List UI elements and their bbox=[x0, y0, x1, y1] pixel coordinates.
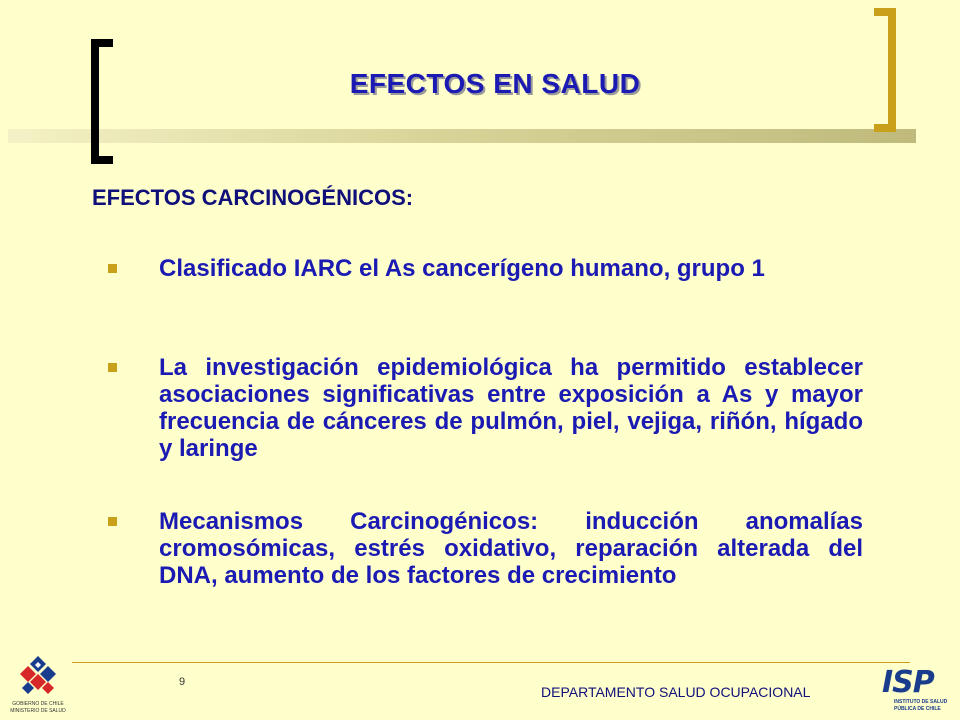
slide-subtitle: EFECTOS CARCINOGÉNICOS: bbox=[92, 185, 414, 210]
gobierno-logo-line2: MINISTERIO DE SALUD bbox=[10, 708, 66, 714]
gobierno-logo-mark-icon bbox=[8, 654, 68, 698]
square-bullet-icon bbox=[108, 517, 117, 526]
bullet-text: Mecanismos Carcinogénicos: inducción anomalías cromosómicas, estrés oxidativo, reparación alterada del DNA, aumento de los factores de crecimiento bbox=[159, 508, 863, 589]
bullet-item-epidemiology bbox=[159, 354, 863, 462]
left-bracket-decoration bbox=[91, 39, 113, 164]
isp-logo-mark: ISP bbox=[882, 665, 934, 700]
bullet-text: Clasificado IARC el As cancerígeno humano, grupo 1 bbox=[159, 255, 765, 282]
gobierno-de-chile-logo bbox=[8, 654, 68, 718]
square-bullet-icon bbox=[108, 363, 117, 372]
bullet-text: La investigación epidemiológica ha permitido establecer asociaciones significativas entre exposición a As y mayor frecuencia de cánceres de pulmón, piel, vejiga, riñón, hígado y laringe bbox=[159, 354, 863, 462]
footer-department: DEPARTAMENTO SALUD OCUPACIONAL bbox=[541, 684, 811, 700]
bullet-item-mechanisms bbox=[159, 508, 863, 589]
square-bullet-icon bbox=[108, 264, 117, 273]
footer-divider bbox=[72, 662, 910, 663]
gobierno-logo-line1: GOBIERNO DE CHILE bbox=[12, 701, 64, 707]
slide-title: EFECTOS EN SALUD bbox=[349, 68, 641, 99]
isp-logo-line1: INSTITUTO DE SALUD bbox=[894, 699, 948, 705]
bullet-item-iarc bbox=[159, 255, 863, 282]
isp-logo-line2: PÚBLICA DE CHILE bbox=[894, 706, 941, 712]
page-number: 9 bbox=[178, 676, 186, 688]
isp-logo bbox=[878, 665, 952, 714]
header-band bbox=[8, 129, 916, 143]
